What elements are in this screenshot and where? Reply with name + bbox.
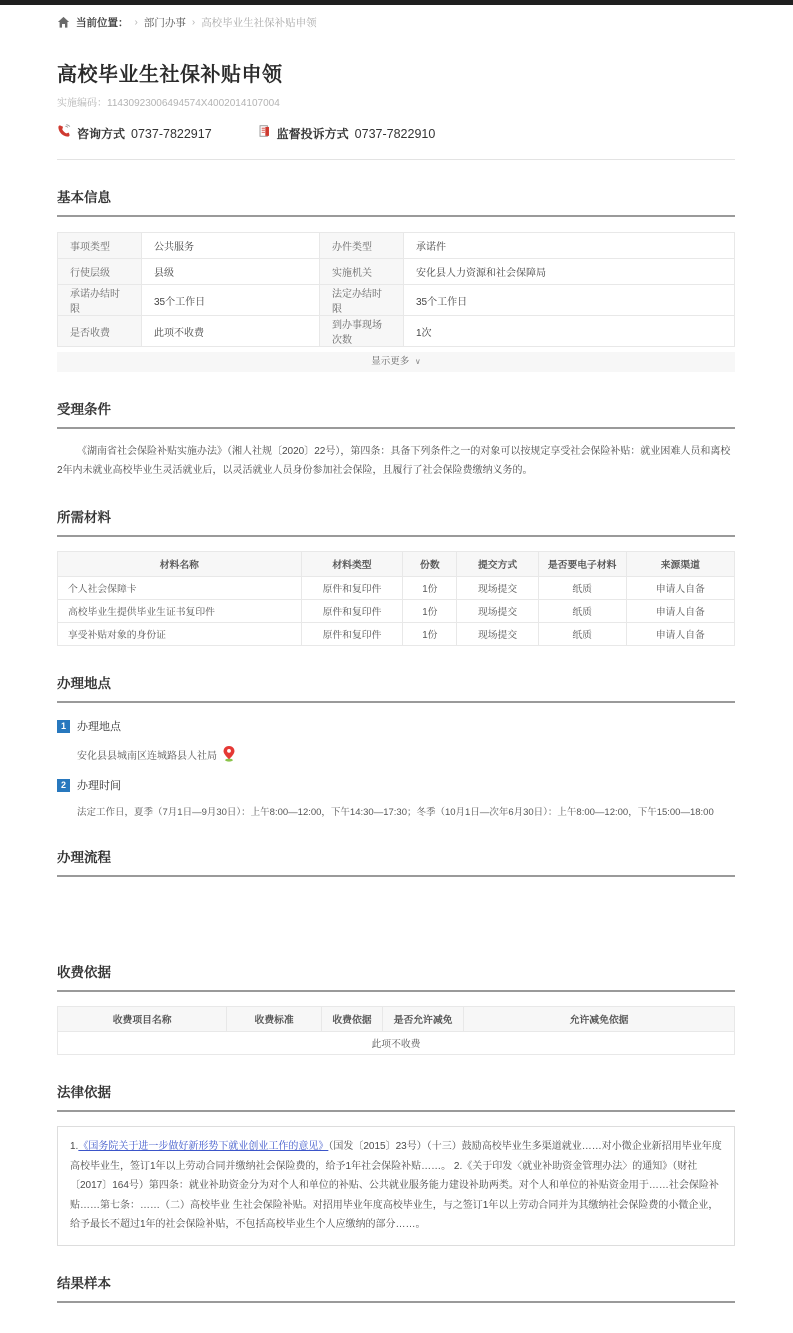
cell-value: 现场提交 — [457, 577, 538, 600]
cell-value: 1份 — [403, 600, 457, 623]
cell-value: 县级 — [142, 259, 320, 285]
cell-label: 到办事现场次数 — [320, 316, 404, 347]
cell-value: 1次 — [404, 316, 735, 347]
cell-value: 安化县人力资源和社会保障局 — [404, 259, 735, 285]
cell-value: 申请人自备 — [626, 623, 734, 646]
fees-table — [57, 1006, 735, 1055]
breadcrumb-item-current: 高校毕业生社保补贴申领 — [201, 17, 317, 29]
page-title: 高校毕业生社保补贴申领 — [57, 64, 283, 86]
chevron-down-icon: ∨ — [414, 357, 421, 366]
section-accept-conditions — [57, 398, 735, 480]
column-header: 来源渠道 — [626, 552, 734, 577]
column-header: 份数 — [403, 552, 457, 577]
breadcrumb-item-department[interactable]: 部门办事 — [143, 17, 186, 29]
cell-value: 纸质 — [538, 577, 626, 600]
complaint-document-icon — [258, 124, 271, 143]
fees-empty-text: 此项不收费 — [58, 1032, 735, 1055]
cell-value: 原件和复印件 — [301, 623, 403, 646]
breadcrumb-label: 当前位置： — [76, 17, 129, 29]
materials-table — [57, 551, 735, 646]
column-header: 允许减免依据 — [464, 1007, 735, 1032]
column-header: 收费依据 — [322, 1007, 383, 1032]
location-item-1 — [57, 718, 735, 734]
material-name: 个人社会保障卡 — [58, 577, 302, 600]
process-empty-body — [57, 877, 735, 935]
complaint-label: 监督投诉方式 — [276, 127, 349, 141]
cell-value: 承诺件 — [404, 233, 735, 259]
column-header: 材料类型 — [301, 552, 403, 577]
complaint-contact — [258, 124, 436, 143]
breadcrumb — [57, 5, 735, 30]
office-hours-text: 法定工作日，夏季（7月1日—9月30日）：上午8:00—12:00，下午14:30—17:30；冬季（10月1日—次年6月30日）：上午8:00—12:00，下午15:00—18:00 — [77, 807, 714, 818]
location-address-row — [77, 746, 735, 762]
result-empty-body — [57, 1303, 735, 1333]
material-name: 高校毕业生提供毕业生证书复印件 — [58, 600, 302, 623]
cell-label: 是否收费 — [58, 316, 142, 347]
column-header: 收费项目名称 — [58, 1007, 227, 1032]
section-title-process: 办理流程 — [57, 846, 735, 877]
column-header: 收费标准 — [227, 1007, 322, 1032]
section-title-basic-info: 基本信息 — [57, 186, 735, 217]
cell-label: 事项类型 — [58, 233, 142, 259]
column-header: 提交方式 — [457, 552, 538, 577]
cell-value: 原件和复印件 — [301, 577, 403, 600]
section-title-locations: 办理地点 — [57, 672, 735, 703]
consult-label: 咨询方式 — [77, 127, 126, 141]
cell-value: 35个工作日 — [142, 285, 320, 316]
section-locations — [57, 672, 735, 820]
cell-value: 1份 — [403, 623, 457, 646]
cell-value: 现场提交 — [457, 623, 538, 646]
legal-prefix: 1. — [70, 1141, 79, 1153]
section-basic-info — [57, 186, 735, 372]
section-title-materials: 所需材料 — [57, 506, 735, 537]
home-icon[interactable] — [57, 16, 70, 29]
show-more-label: 显示更多 — [371, 356, 410, 367]
cell-value: 申请人自备 — [626, 577, 734, 600]
number-badge: 1 — [57, 720, 70, 733]
cell-value: 35个工作日 — [404, 285, 735, 316]
table-row — [58, 285, 735, 316]
table-header-row — [58, 1007, 735, 1032]
cell-label: 办件类型 — [320, 233, 404, 259]
column-header: 是否允许减免 — [382, 1007, 463, 1032]
legal-basis-text: （国发〔2015〕23号）（十三）鼓励高校毕业生多渠道就业……对小微企业新招用毕业年度高校毕业生，签订1年以上劳动合同并缴纳社会保险费的，给予1年社会保险补贴……。 2.《关于印发〈就业补助资金管理办法〉的通知》（财社〔2017〕164号）第四条：就业补助资金分为对个人和单位的补贴、公共就业服务能力建设补助两类。对个人和单位的补贴资金用于……社会保险补贴……第七条：……（二）高校毕业 生社会保险补贴。对招用毕业年度高校毕业生，与之签订1年以上劳动合同并为其缴纳社会保险费的小微企业，给予最长不超过1年的社会保险补贴，不包括高校毕业生个人应缴纳的部分……。 — [70, 1141, 722, 1231]
section-fees — [57, 961, 735, 1055]
section-title-result: 结果样本 — [57, 1272, 735, 1303]
legal-basis-box — [57, 1126, 735, 1246]
cell-value: 1份 — [403, 577, 457, 600]
cell-value: 原件和复印件 — [301, 600, 403, 623]
cell-label: 法定办结时限 — [320, 285, 404, 316]
page-container — [0, 5, 793, 1333]
table-row — [58, 577, 735, 600]
cell-value: 申请人自备 — [626, 600, 734, 623]
cell-value: 此项不收费 — [142, 316, 320, 347]
location-pin-icon[interactable] — [222, 746, 236, 762]
section-title-legal: 法律依据 — [57, 1081, 735, 1112]
consult-contact — [57, 124, 212, 143]
consult-phone: 0737-7822917 — [131, 126, 212, 141]
contact-row — [57, 124, 735, 143]
table-row — [58, 600, 735, 623]
complaint-phone: 0737-7822910 — [354, 126, 436, 141]
cell-value: 公共服务 — [142, 233, 320, 259]
section-title-accept: 受理条件 — [57, 398, 735, 429]
breadcrumb-separator: › — [191, 17, 196, 28]
section-result-sample — [57, 1272, 735, 1333]
location-item-2 — [57, 777, 735, 793]
location-address: 安化县县城南区连城路县人社局 — [77, 750, 217, 762]
legal-document-link[interactable]: 《国务院关于进一步做好新形势下就业创业工作的意见》 — [78, 1141, 329, 1153]
breadcrumb-separator: › — [134, 17, 138, 28]
column-header: 是否要电子材料 — [538, 552, 626, 577]
header-divider — [57, 159, 735, 160]
cell-label: 行使层级 — [58, 259, 142, 285]
column-header: 材料名称 — [58, 552, 302, 577]
time-label: 办理时间 — [77, 780, 121, 792]
phone-icon — [57, 124, 71, 143]
cell-label: 实施机关 — [320, 259, 404, 285]
cell-value: 纸质 — [538, 600, 626, 623]
table-row — [58, 1032, 735, 1055]
table-row — [58, 259, 735, 285]
section-legal — [57, 1081, 735, 1246]
table-row — [58, 623, 735, 646]
accept-conditions-text: 《湖南省社会保险补贴实施办法》（湘人社规〔2020〕22号），第四条：具备下列条件之一的对象可以按规定享受社会保险补贴：就业困难人员和离校2年内未就业高校毕业生灵活就业后，以灵活就业人员身份参加社会保险，且履行了社会保险费缴纳义务的。 — [57, 446, 731, 476]
section-process — [57, 846, 735, 935]
section-materials — [57, 506, 735, 646]
basic-info-table — [57, 232, 735, 347]
table-header-row — [58, 552, 735, 577]
cell-label: 承诺办结时限 — [58, 285, 142, 316]
material-name: 享受补贴对象的身份证 — [58, 623, 302, 646]
cell-value: 现场提交 — [457, 600, 538, 623]
cell-value: 纸质 — [538, 623, 626, 646]
table-row — [58, 316, 735, 347]
section-title-fees: 收费依据 — [57, 961, 735, 992]
implementation-code: 实施编码：11430923006494574X4002014107004 — [57, 98, 280, 109]
show-more-button[interactable] — [57, 352, 735, 372]
number-badge: 2 — [57, 779, 70, 792]
location-label: 办理地点 — [77, 721, 121, 733]
table-row — [58, 233, 735, 259]
